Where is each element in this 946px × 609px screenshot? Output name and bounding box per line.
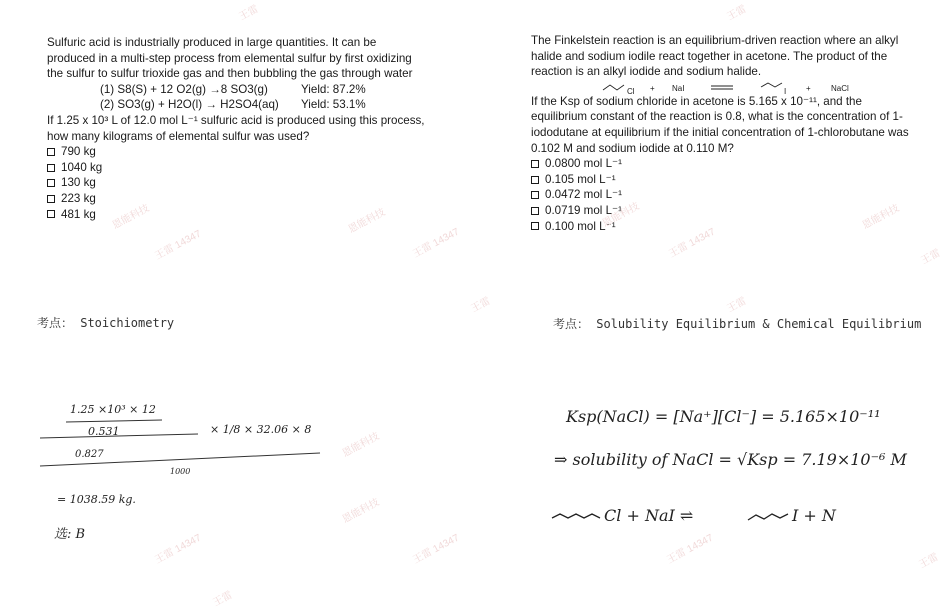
option-label: 0.100 mol L⁻¹	[545, 219, 616, 233]
iodobutane-sketch	[748, 514, 788, 520]
watermark: 恩能科技	[600, 201, 642, 230]
question-prompt: If the Ksp of sodium chloride in acetone is 5.165 x 10⁻¹¹, and the equilibrium constant of the reaction is 0.8, what is the concentration of 1-iododutane at equilibrium if the initial concentration of 1-chlorobutane was 0.102 M and sodium iodide at 0.110 M?	[531, 94, 909, 155]
option-label: 0.0800 mol L⁻¹	[545, 157, 623, 171]
watermark: 王雷	[917, 551, 941, 571]
watermark: 王雷 14347	[411, 226, 462, 260]
chlorobutane-sketch	[552, 514, 600, 518]
reaction-1-yield: Yield: 87.2%	[301, 82, 366, 96]
work-line-2: 0.531	[88, 425, 120, 438]
question-prompt: If 1.25 x 10³ L of 12.0 mol L⁻¹ sulfuric acid is produced using this process, how many kilograms of elemental sulfur was used?	[47, 113, 425, 143]
fraction-bar-1	[66, 420, 162, 422]
watermark: 恩能科技	[110, 203, 152, 232]
option-label: 790 kg	[61, 145, 96, 159]
sketch-products: I + N	[792, 506, 836, 525]
option-label: 0.0719 mol L⁻¹	[545, 203, 623, 217]
work-line-3: 0.827	[75, 449, 104, 460]
watermark: 王雷 14347	[153, 228, 204, 262]
watermark: 王雷	[725, 3, 749, 23]
watermark: 恩能科技	[340, 497, 382, 526]
work-answer: 选: B	[54, 527, 86, 542]
watermark: 王雷 14347	[665, 532, 716, 566]
option-label: 1040 kg	[61, 160, 103, 174]
nai-label: NaI	[672, 83, 685, 93]
watermark: 恩能科技	[340, 431, 382, 460]
watermark: 王雷	[725, 295, 749, 315]
watermark: 王雷 14347	[153, 532, 204, 566]
option-label: 0.0472 mol L⁻¹	[545, 188, 623, 202]
watermark: 王雷	[237, 3, 261, 23]
work-result: = 1038.59 kg.	[57, 493, 136, 506]
ksp-expression: Ksp(NaCl) = [Na⁺][Cl⁻] = 5.165×10⁻¹¹	[566, 407, 881, 426]
watermark: 王雷 14347	[667, 226, 718, 260]
question-stem: Sulfuric acid is industrially produced in large quantities. It can be produced in a multi-step process from elemental sulfur by first oxidizing the sulfur to sulfur trioxide gas and then bubbling the gas through water	[47, 36, 413, 81]
iodide-label: I	[784, 86, 787, 96]
topic-left: 考点： Stoichiometry	[37, 316, 175, 330]
nacl-label: NaCl	[831, 83, 849, 93]
watermark: 王雷	[469, 295, 493, 315]
question-stem: The Finkelstein reaction is an equilibrium-driven reaction where an alkyl halide and sodium iodile react together in acetone. The product of the reaction is an alkyl iodide and sodium halide.	[531, 34, 899, 79]
solubility-line: ⇒ solubility of NaCl = √Ksp = 7.19×10⁻⁶ M	[554, 450, 907, 469]
reaction-2-equation: (2) SO3(g) + H2O(l) → H2SO4(aq)	[100, 98, 279, 112]
option-label: 0.105 mol L⁻¹	[545, 172, 616, 186]
reaction-2-yield: Yield: 53.1%	[301, 98, 366, 112]
work-multiplier: × 1/8 × 32.06 × 8	[210, 423, 312, 436]
option-label: 481 kg	[61, 207, 96, 221]
work-divisor: 1000	[170, 467, 191, 476]
watermark: 恩能科技	[346, 207, 388, 236]
option-label: 223 kg	[61, 191, 96, 205]
sketch-reactants: Cl + NaI ⇌	[604, 506, 694, 525]
option-label: 130 kg	[61, 176, 96, 190]
topic-right: 考点： Solubility Equilibrium & Chemical Equilibrium	[553, 317, 922, 331]
plus-sign: +	[650, 83, 655, 93]
reaction-1-equation: (1) S8(S) + 12 O2(g) →8 SO3(g)	[100, 82, 268, 96]
watermark: 王雷	[919, 247, 943, 267]
work-line-1: 1.25 ×10³ × 12	[70, 403, 156, 416]
watermark: 王雷 14347	[411, 532, 462, 566]
watermark: 恩能科技	[860, 203, 902, 232]
watermark: 王雷	[211, 589, 235, 609]
chloride-label: Cl	[627, 86, 635, 96]
plus-sign: +	[806, 83, 811, 93]
